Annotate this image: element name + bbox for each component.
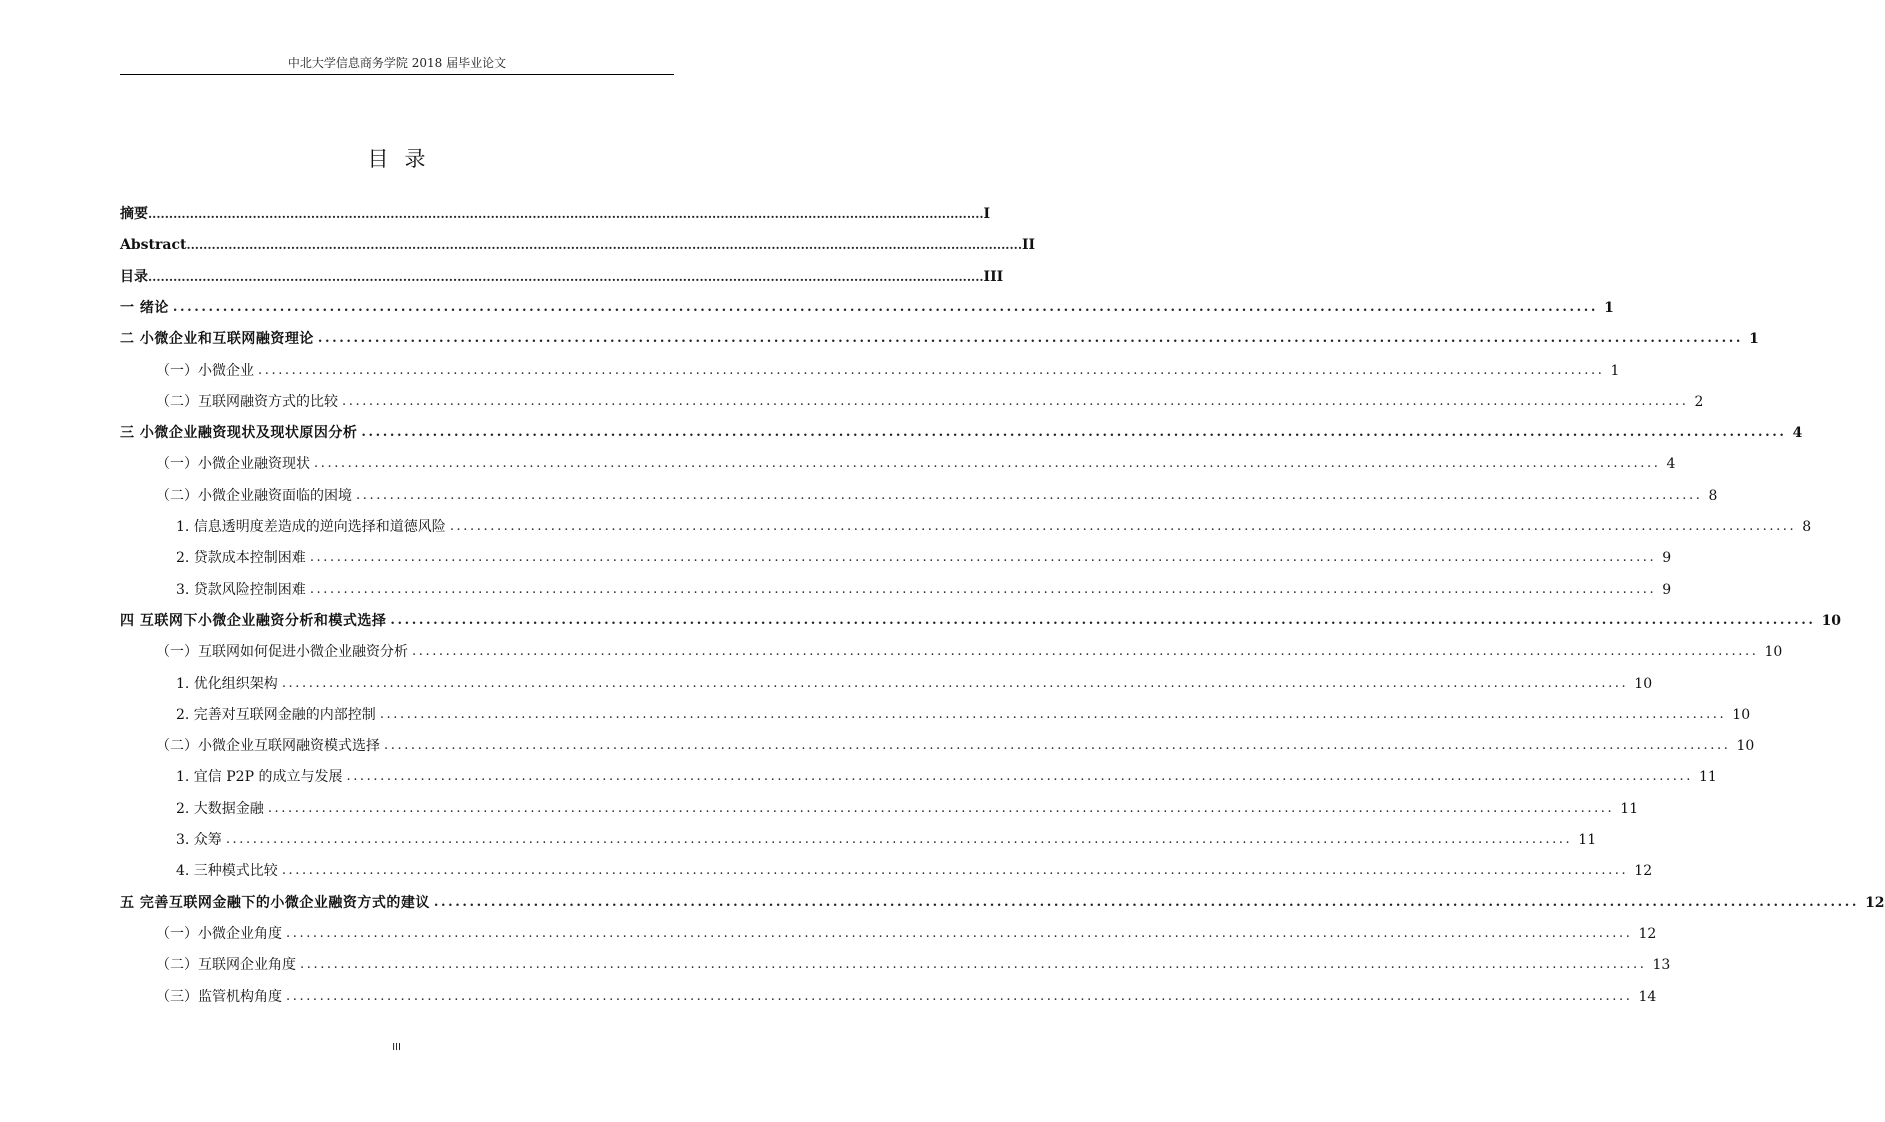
toc-entry-label: 1. 宜信 P2P 的成立与发展 (176, 769, 343, 786)
toc-entry-label: （一）小微企业融资现状 (156, 456, 310, 473)
toc-entry[interactable] (120, 419, 1803, 447)
toc-entry-page: 4 (1792, 425, 1803, 442)
toc-leader-dots: ........................................................................................................................................................................................................ (317, 331, 1744, 347)
toc-entry-label: （三）监管机构角度 (156, 988, 282, 1005)
toc-entry-page: 9 (1662, 581, 1672, 598)
toc-leader-dots: ........................................................................................................................................................................................................ (148, 207, 984, 221)
toc-entry[interactable] (120, 263, 1004, 291)
toc-leader-dots: ........................................................................................................................................................................................................ (384, 738, 1731, 754)
toc-leader-dots: ........................................................................................................................................................................................................ (356, 487, 1703, 503)
toc-leader-dots: ........................................................................................................................................................................................................ (281, 863, 1629, 879)
toc-entry[interactable] (156, 482, 1718, 510)
toc-entry[interactable] (176, 701, 1751, 729)
toc-entry[interactable] (120, 889, 1885, 917)
toc-entry-page: 4 (1666, 456, 1676, 473)
toc-entry-page: 10 (1821, 612, 1842, 629)
toc-entry-page: 11 (1698, 769, 1717, 786)
toc-leader-dots: ........................................................................................................................................................................................................ (172, 299, 1599, 315)
toc-entry-page: 8 (1802, 519, 1812, 535)
toc-entry[interactable] (176, 795, 1639, 823)
toc-entry[interactable] (176, 763, 1717, 791)
toc-entry[interactable] (176, 513, 1812, 541)
toc-entry[interactable] (156, 951, 1671, 979)
toc-entry-page: 10 (1732, 706, 1751, 723)
toc-entry-label: 3. 众筹 (176, 832, 222, 848)
toc-leader-dots: ........................................................................................................................................................................................................ (314, 456, 1661, 472)
toc-entry-page: 13 (1652, 957, 1671, 974)
toc-entry-label: （二）互联网融资方式的比较 (156, 393, 338, 410)
toc-entry[interactable] (156, 357, 1620, 385)
toc-leader-dots: ........................................................................................................................................................................................................ (309, 550, 1657, 566)
toc-entry-label: 1. 优化组织架构 (176, 675, 278, 692)
toc-entry-label: 目录 (120, 268, 148, 285)
toc-entry-page: 1 (1604, 299, 1614, 316)
toc-leader-dots: ........................................................................................................................................................................................................ (361, 425, 1787, 441)
toc-entry[interactable] (156, 983, 1657, 1011)
toc-entry-page: 11 (1620, 800, 1639, 817)
toc-leader-dots: ........................................................................................................................................................................................................ (346, 769, 1693, 785)
toc-entry-label: 1. 信息透明度差造成的逆向选择和道德风险 (176, 519, 446, 535)
toc-entry-label: （一）小微企业角度 (156, 925, 282, 942)
toc-entry-page: 1 (1610, 362, 1620, 379)
toc-entry-label: 二 小微企业和互联网融资理论 (120, 331, 314, 348)
toc-entry-label: 2. 完善对互联网金融的内部控制 (176, 706, 376, 723)
toc-leader-dots: ........................................................................................................................................................................................................ (186, 238, 1022, 253)
toc-entry[interactable] (120, 200, 991, 228)
toc-entry[interactable] (156, 450, 1676, 478)
toc-entry-page: 12 (1865, 894, 1885, 911)
toc-entry-page: 10 (1764, 644, 1783, 661)
toc-entry-label: （一）小微企业 (156, 362, 254, 379)
toc-entry-page: 12 (1634, 863, 1653, 880)
toc-leader-dots: ........................................................................................................................................................................................................ (286, 988, 1633, 1004)
toc-leader-dots: ........................................................................................................................................................................................................ (433, 894, 1860, 910)
toc-entry[interactable] (156, 920, 1657, 948)
toc-leader-dots: ........................................................................................................................................................................................................ (300, 957, 1647, 973)
toc-entry-page: 9 (1662, 550, 1672, 567)
toc-entry[interactable] (156, 638, 1783, 666)
toc-entry-page: 14 (1638, 988, 1657, 1005)
toc-entry-page: 2 (1694, 393, 1704, 410)
toc-entry-page: 10 (1736, 738, 1755, 755)
toc-entry-label: 4. 三种模式比较 (176, 863, 278, 880)
page-header: 中北大学信息商务学院 2018 届毕业论文 (120, 55, 674, 75)
toc-entry-label: 三 小微企业融资现状及现状原因分析 (120, 425, 358, 442)
toc-entry-page: I (983, 206, 991, 222)
toc-entry[interactable] (156, 732, 1755, 760)
page-number: III (392, 1042, 401, 1053)
toc-entry[interactable] (120, 231, 1036, 259)
toc-entry-label: Abstract (120, 237, 187, 254)
toc-entry-page: II (1022, 237, 1036, 254)
toc-leader-dots: ........................................................................................................................................................................................................ (258, 362, 1605, 378)
toc-entry-label: （二）小微企业互联网融资模式选择 (156, 738, 380, 755)
toc-leader-dots: ........................................................................................................................................................................................................ (342, 393, 1689, 409)
toc-entry[interactable] (176, 544, 1672, 572)
toc-entry-label: 五 完善互联网金融下的小微企业融资方式的建议 (120, 894, 430, 911)
toc-entry-page: 11 (1578, 832, 1597, 848)
toc-entry[interactable] (176, 857, 1653, 885)
toc-entry-label: （二）互联网企业角度 (156, 957, 296, 974)
toc-entry[interactable] (120, 607, 1842, 635)
toc-entry-label: 一 绪论 (120, 299, 169, 316)
toc-entry-label: 2. 大数据金融 (176, 800, 264, 817)
toc-entry-page: 12 (1638, 925, 1657, 942)
toc-entry-page: 1 (1749, 331, 1759, 348)
toc-entry-label: 2. 贷款成本控制困难 (176, 550, 306, 567)
toc-leader-dots: ........................................................................................................................................................................................................ (286, 925, 1633, 941)
toc-leader-dots: ........................................................................................................................................................................................................ (225, 832, 1573, 847)
toc-entry[interactable] (156, 388, 1704, 416)
toc-entry[interactable] (176, 826, 1597, 854)
toc-entry-page: 8 (1708, 487, 1718, 504)
toc-entry[interactable] (120, 325, 1759, 353)
toc-leader-dots: ........................................................................................................................................................................................................ (267, 800, 1615, 816)
toc-entry-label: 摘要 (120, 206, 148, 222)
toc-leader-dots: ........................................................................................................................................................................................................ (281, 675, 1629, 691)
toc-entry-page: III (983, 268, 1004, 285)
toc-entry-label: （一）互联网如何促进小微企业融资分析 (156, 644, 408, 661)
toc-leader-dots: ........................................................................................................................................................................................................ (148, 269, 984, 284)
toc-entry[interactable] (120, 294, 1614, 322)
toc-leader-dots: ........................................................................................................................................................................................................ (379, 706, 1727, 722)
toc-entry[interactable] (176, 576, 1672, 604)
toc-entry-label: （二）小微企业融资面临的困境 (156, 487, 352, 504)
toc-entry[interactable] (176, 670, 1653, 698)
toc-leader-dots: ........................................................................................................................................................................................................ (412, 644, 1759, 660)
page-title: 目录 (367, 147, 442, 171)
toc-entry-label: 3. 贷款风险控制困难 (176, 581, 306, 598)
toc-leader-dots: ........................................................................................................................................................................................................ (390, 612, 1816, 628)
toc-entry-page: 10 (1634, 675, 1653, 692)
toc-entry-label: 四 互联网下小微企业融资分析和模式选择 (120, 612, 387, 629)
toc-leader-dots: ........................................................................................................................................................................................................ (309, 581, 1657, 597)
toc-leader-dots: ........................................................................................................................................................................................................ (449, 519, 1797, 534)
